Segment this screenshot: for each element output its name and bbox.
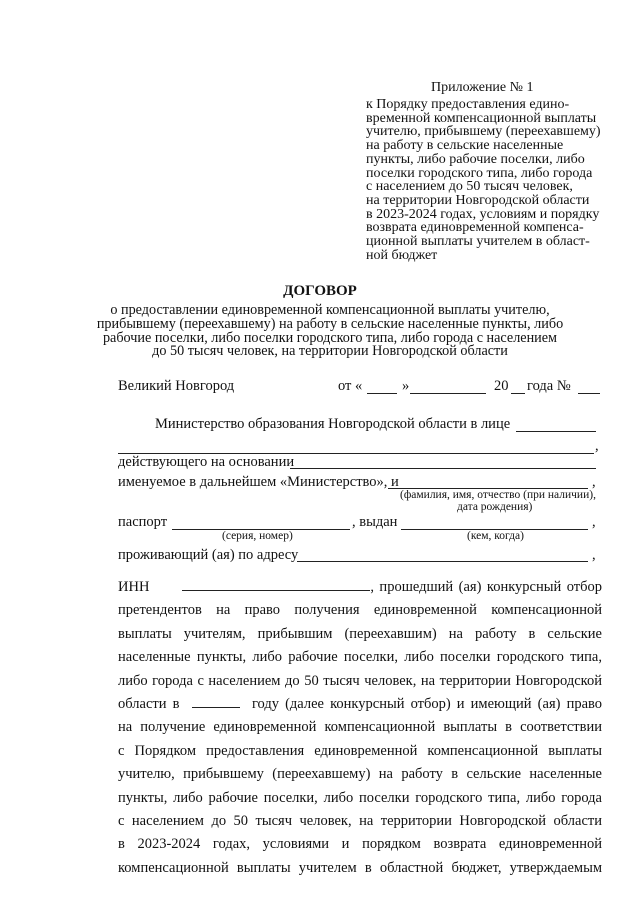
comma: ,: [595, 438, 599, 454]
series-hint: (серия, номер): [222, 530, 293, 542]
annex-body: [366, 98, 606, 262]
subtitle-line: о предоставлении единовременной компенсационной выплаты учителю,: [110, 302, 550, 318]
annex-line: пункты, либо рабочие поселки, либо: [366, 151, 585, 167]
date-month-field[interactable]: [410, 393, 486, 394]
contract-title: ДОГОВОР: [283, 283, 357, 299]
annex-title: Приложение № 1: [431, 80, 534, 95]
annex-line: на работу в сельские населенные: [366, 138, 564, 154]
subtitle-line: до 50 тысяч человек, на территории Новгородской области: [152, 343, 508, 360]
address-field[interactable]: [297, 561, 588, 562]
annex-line: учителю, прибывшему (переехавшему): [366, 124, 601, 140]
address-label: проживающий (ая) по адресу: [118, 547, 299, 563]
inn-label: ИНН: [118, 579, 150, 595]
year-prefix: 20: [494, 378, 509, 394]
date-quote-close: »: [402, 378, 410, 394]
paragraph-line: учителю, прибывшему (переехавшему) на работу в сельские населенные: [118, 766, 602, 783]
issued-hint: (кем, когда): [467, 530, 524, 542]
date-open-label: от «: [338, 378, 363, 394]
annex-line: к Порядку предоставления едино-: [366, 97, 570, 112]
paragraph-line: компенсационной выплаты учителем в областной бюджет, утверждаемым: [118, 859, 602, 876]
comma: ,: [592, 514, 596, 530]
birth-date-hint: дата рождения): [457, 501, 533, 513]
ministry-rep-field[interactable]: [516, 431, 596, 432]
fio-hint: (фамилия, имя, отчество (при наличии),: [400, 489, 596, 501]
inn-tail: , прошедший (ая) конкурсный отбор: [370, 579, 603, 595]
issued-label: , выдан: [352, 514, 398, 530]
paragraph-line: с населением до 50 тысяч человек, на территории Новгородской области: [118, 812, 602, 829]
comma: ,: [592, 547, 596, 563]
annex-line: ной бюджет: [366, 247, 438, 263]
main-paragraph: [118, 576, 602, 880]
city-label: Великий Новгород: [118, 378, 235, 394]
comma: ,: [592, 474, 596, 490]
annex-line: поселки городского типа, либо города: [366, 165, 593, 181]
paragraph-line: на получение единовременной компенсационной выплаты в соответствии: [118, 719, 602, 736]
referred-as-label: именуемое в дальнейшем «Министерство», и: [118, 474, 399, 490]
contract-subtitle: [60, 304, 600, 359]
number-label: года №: [527, 378, 571, 394]
paragraph-line: в 2023-2024 годах, условиями и порядком возврата единовременной: [118, 836, 602, 853]
subtitle-line: прибывшему (переехавшему) на работу в сельские населенные пункты, либо: [96, 315, 564, 332]
paragraph-line: либо города с населением до 50 тысяч человек, на территории Новгородской: [118, 672, 602, 689]
subtitle-line: рабочие поселки, либо поселки городского типа, либо города с населением: [102, 329, 558, 346]
ministry-text: Министерство образования Новгородской области в лице: [155, 416, 511, 432]
contract-number-field[interactable]: [578, 393, 600, 394]
year-field[interactable]: [511, 393, 525, 394]
inn-field[interactable]: [182, 578, 370, 591]
annex-line: временной компенсационной выплаты: [366, 110, 597, 126]
annex-line: ционной выплаты учителем в област-: [366, 234, 590, 250]
annex-line: на территории Новгородской области: [366, 192, 590, 208]
selection-year-field[interactable]: [192, 695, 240, 708]
acting-basis-label: действующего на основании: [118, 454, 295, 470]
paragraph-line: пункты, либо рабочие поселки, либо поселки городского типа, либо города: [118, 789, 602, 806]
annex-line: в 2023-2024 годах, условиям и порядку: [366, 206, 600, 222]
annex-line: с населением до 50 тысяч человек,: [366, 179, 573, 195]
paragraph-line: населенные пункты, либо рабочие поселки, либо поселки городского типа,: [118, 649, 602, 666]
acting-basis-field[interactable]: [290, 468, 596, 469]
passport-label: паспорт: [118, 514, 168, 530]
selection-year-tail: году (далее конкурсный отбор) и имеющий (ая) право: [251, 695, 603, 712]
region-label: области в: [118, 695, 180, 712]
annex-line: возврата единовременной компенса-: [366, 220, 584, 236]
paragraph-line: претендентов на право получения единовременной компенсационной: [118, 602, 602, 619]
paragraph-line: с Порядком предоставления единовременной компенсационной выплаты: [118, 742, 602, 759]
paragraph-line: выплаты учителям, прибывшим (переехавшим) на работу в сельские: [118, 625, 602, 642]
date-day-field[interactable]: [367, 393, 397, 394]
paragraph-line: [118, 693, 602, 716]
paragraph-line: [118, 576, 602, 599]
